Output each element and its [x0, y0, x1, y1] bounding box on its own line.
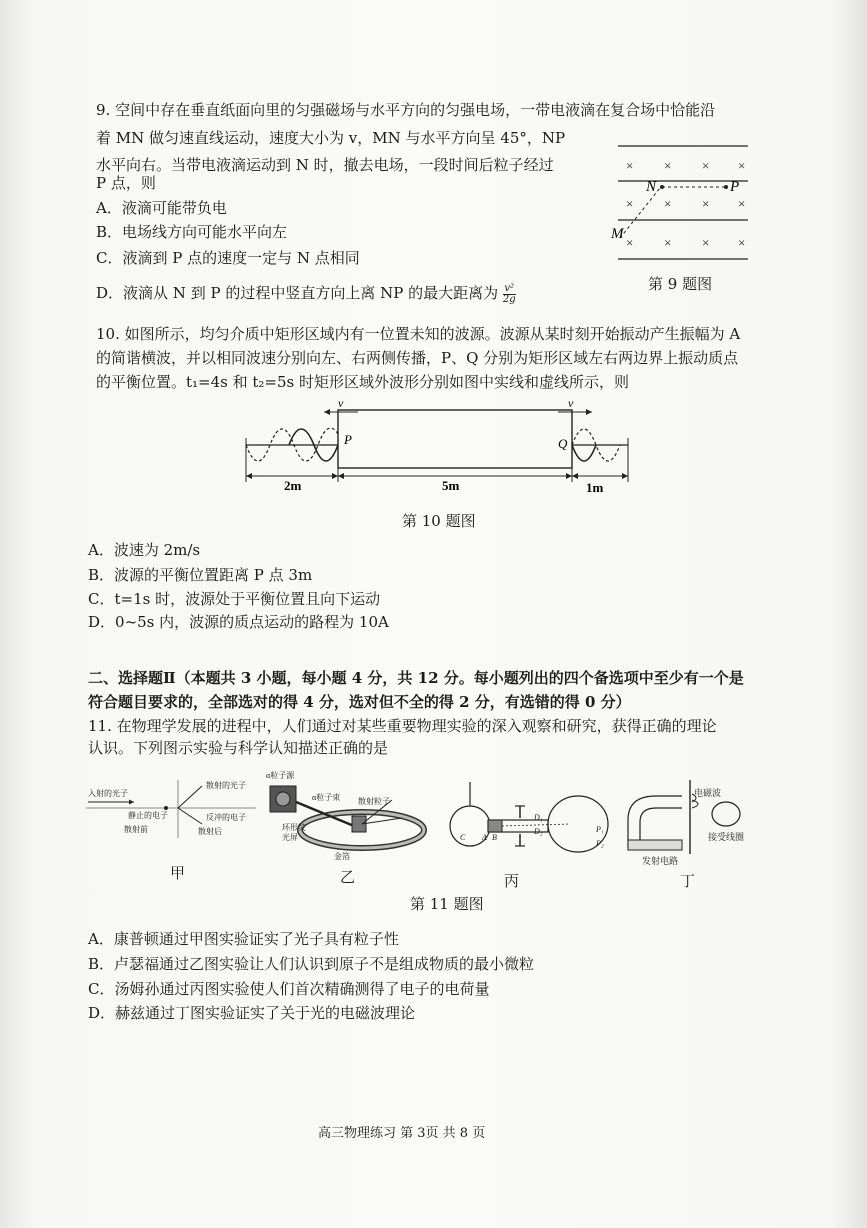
magnetic-field-cross: ×: [664, 196, 672, 211]
q9-figure: [608, 138, 758, 270]
magnetic-field-cross: ×: [738, 235, 746, 250]
label-p: P: [730, 179, 740, 195]
q11-figure-bing-label: 丙: [504, 872, 520, 890]
label-recoil-electron: 反冲的电子: [206, 813, 246, 822]
q11-stem-line2: 认识。下列图示实验与科学认知描述正确的是: [88, 739, 389, 757]
q10-option-c: C．t=1s 时，波源处于平衡位置且向下运动: [88, 590, 381, 608]
label-q: Q: [558, 436, 568, 451]
magnetic-field-cross: ×: [664, 235, 672, 250]
section-2-heading-line1: 二、选择题Ⅱ（本题共 3 小题，每小题 4 分，共 12 分。每小题列出的四个备选项中至少有一个是: [88, 669, 744, 687]
label-p1: P₁: [596, 825, 604, 834]
label-c: C: [460, 833, 466, 842]
q11-figure-jia: [86, 772, 256, 862]
label-incident-photon: 入射的光子: [88, 789, 128, 798]
q9-option-b: B．电场线方向可能水平向左: [96, 223, 288, 241]
label-v-left: v: [338, 398, 344, 410]
dimension-5m: 5m: [442, 478, 460, 493]
label-d1: D₁: [534, 813, 543, 822]
q10-stem-line2: 的简谐横波，并以相同波速分别向左、右两侧传播，P、Q 分别为矩形区域左右两边界上振动质点: [96, 349, 739, 367]
q11-stem-line1: 11. 在物理学发展的进程中，人们通过对某些重要物理实验的深入观察和研究，获得正确的理论: [88, 717, 717, 735]
label-after-scatter: 散射后: [198, 827, 222, 836]
dimension-1m: 1m: [586, 480, 604, 495]
label-a: A: [482, 833, 487, 842]
label-v-right: v: [568, 398, 574, 410]
magnetic-field-cross: ×: [738, 158, 746, 173]
label-p2: P₂: [596, 839, 604, 848]
q9-option-d: [96, 283, 516, 305]
q11-figure-ding-label: 丁: [680, 872, 696, 890]
label-em-wave: 电磁波: [694, 788, 722, 798]
left-arrow-icon: [324, 409, 330, 415]
medium-rectangle: [338, 410, 572, 468]
label-before-scatter: 散射前: [124, 825, 148, 834]
label-m: M: [611, 226, 624, 242]
label-n: N: [646, 179, 657, 195]
page-footer: 高三物理练习 第 3页 共 8 页: [318, 1126, 486, 1141]
label-alpha-source: α粒子源: [266, 771, 295, 780]
q11-option-c: C．汤姆孙通过丙图实验使人们首次精确测得了电子的电荷量: [88, 980, 490, 998]
q9-option-c: C．液滴到 P 点的速度一定与 N 点相同: [96, 249, 360, 267]
magnetic-field-cross: ×: [702, 196, 710, 211]
q10-option-a: A．波速为 2m/s: [88, 541, 201, 559]
label-alpha-beam: α粒子束: [312, 793, 341, 802]
q11-figure-jia-label: 甲: [170, 864, 186, 882]
label-screen-2: 光屏: [282, 833, 298, 842]
q11-option-d: D．赫兹通过丁图实验证实了关于光的电磁波理论: [88, 1004, 416, 1022]
q11-figure-yi-label: 乙: [340, 868, 356, 886]
point-n: [660, 185, 664, 189]
q11-figure-bing: [440, 772, 620, 864]
label-b: B: [492, 833, 497, 842]
magnetic-field-cross: ×: [738, 196, 746, 211]
q9-option-d-fraction: [503, 284, 516, 305]
magnetic-field-cross: ×: [626, 196, 634, 211]
magnetic-field-cross: ×: [702, 158, 710, 173]
label-gold-foil: 金箔: [334, 852, 350, 860]
section-2-heading-line2: 符合题目要求的，全部选对的得 4 分，选对但不全的得 2 分，有选错的得 0 分）: [88, 693, 631, 711]
label-receiver: 接受线圈: [708, 832, 745, 842]
q10-figure: [240, 398, 632, 498]
label-scattered-particle: 散射粒子: [358, 797, 390, 806]
point-p: [724, 185, 728, 189]
magnetic-field-cross: ×: [702, 235, 710, 250]
transmitter-base: [628, 840, 682, 850]
q9-stem-line2: 着 MN 做匀速直线运动，速度大小为 v，MN 与水平方向呈 45°，NP: [96, 129, 566, 147]
fraction-denominator: 2g: [502, 293, 516, 305]
magnetic-field-cross: ×: [664, 158, 672, 173]
label-p: P: [344, 432, 352, 447]
electron-dot: [164, 806, 168, 810]
label-stationary-electron: 静止的电子: [128, 811, 168, 820]
q11-figure-ding: [620, 774, 770, 866]
q11-figure-yi: [262, 768, 432, 860]
right-wave-solid: [572, 445, 596, 461]
q9-option-a: A．液滴可能带负电: [96, 199, 227, 217]
q9-stem-line4: P 点，则: [96, 174, 156, 192]
label-d2: D₂: [534, 827, 543, 836]
q10-figure-caption: 第 10 题图: [402, 512, 476, 530]
fraction-numerator: v²: [504, 282, 515, 294]
right-arrow-icon: [586, 409, 592, 415]
q10-stem-line1: 10. 如图所示，均匀介质中矩形区域内有一位置未知的波源。波源从某时刻开始振动产生振幅为 A: [96, 325, 741, 343]
q9-option-d-text: D．液滴从 N 到 P 的过程中竖直方向上离 NP 的最大距离为: [96, 284, 499, 302]
q10-stem-line3: 的平衡位置。t₁=4s 和 t₂=5s 时矩形区域外波形分别如图中实线和虚线所示，则: [96, 373, 630, 391]
q11-option-a: A．康普顿通过甲图实验证实了光子具有粒子性: [88, 930, 399, 948]
label-screen-1: 环形荧: [282, 823, 306, 832]
q9-stem-line1: 9. 空间中存在垂直纸面向里的匀强磁场与水平方向的匀强电场，一带电液滴在复合场中恰能沿: [96, 101, 716, 119]
magnetic-field-cross: ×: [626, 158, 634, 173]
dimension-2m: 2m: [284, 478, 302, 493]
q10-option-b: B．波源的平衡位置距离 P 点 3m: [88, 566, 313, 584]
q9-stem-line3: 水平向右。当带电液滴运动到 N 时，撤去电场，一段时间后粒子经过: [96, 156, 554, 174]
q10-option-d: D．0~5s 内，波源的质点运动的路程为 10A: [88, 613, 389, 631]
label-scattered-photon: 散射的光子: [206, 781, 246, 790]
q9-figure-caption: 第 9 题图: [648, 275, 713, 293]
q11-option-b: B．卢瑟福通过乙图实验让人们认识到原子不是组成物质的最小微粒: [88, 955, 535, 973]
label-transmitter: 发射电路: [642, 856, 679, 866]
receiver-coil: [712, 802, 740, 826]
q11-figure-caption: 第 11 题图: [410, 895, 484, 913]
magnetic-field-cross: ×: [626, 235, 634, 250]
